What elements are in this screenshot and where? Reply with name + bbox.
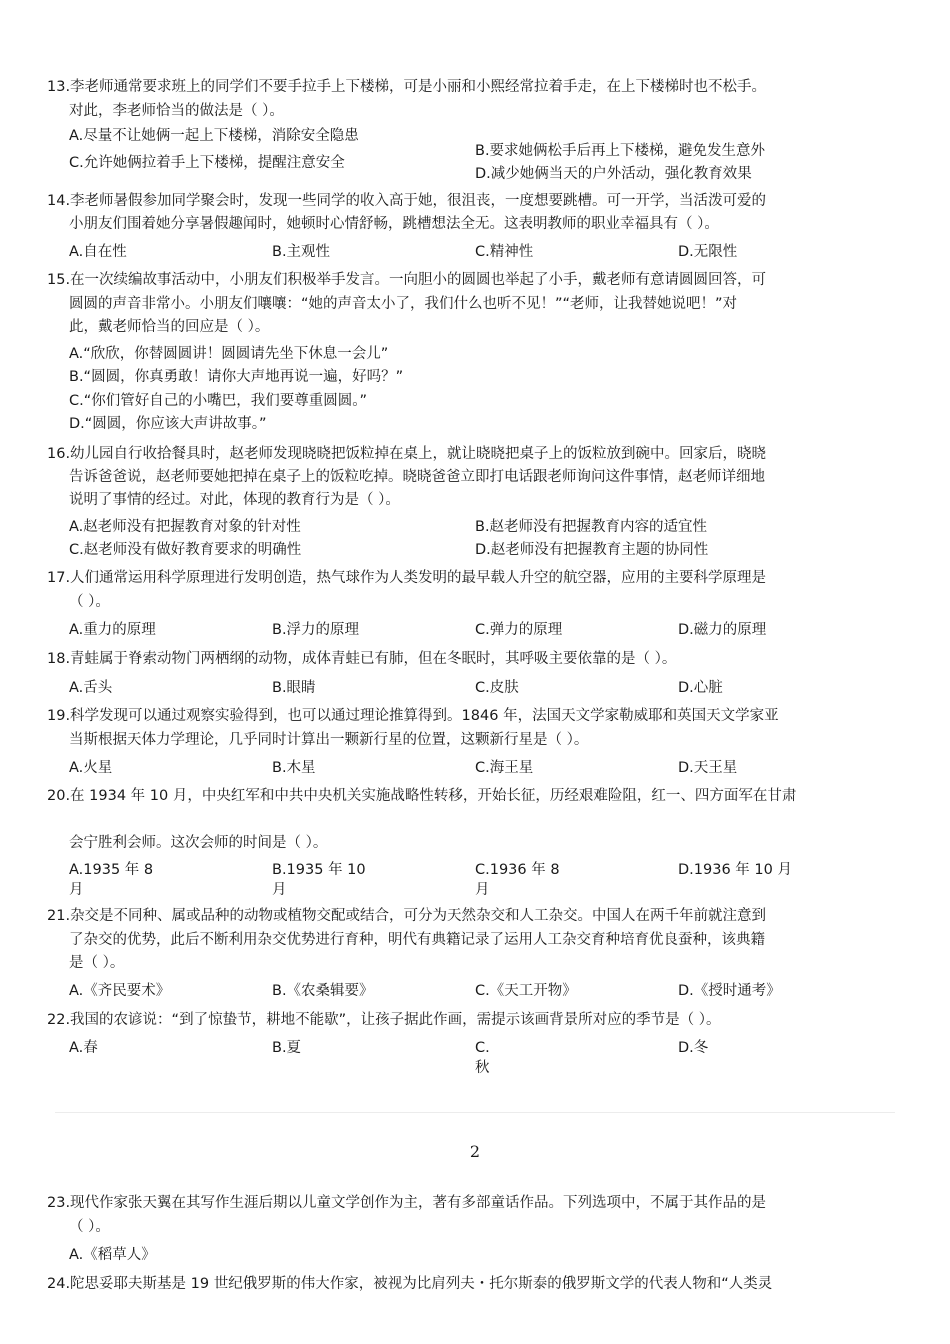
- page-number: 2: [469, 1142, 481, 1161]
- q17-option-c: C.弹力的原理: [475, 622, 563, 638]
- q19-option-c: C.海王星: [475, 760, 534, 776]
- q21-stem-line2: 了杂交的优势，此后不断利用杂交优势进行育种，明代有典籍记录了运用人工杂交育种培育优良蚕种，该典籍: [69, 932, 765, 948]
- q16-stem-line3: 说明了事情的经过。对此，体现的教育行为是（ ）。: [69, 492, 400, 508]
- q16-option-c: C.赵老师没有做好教育要求的明确性: [69, 542, 302, 558]
- q15-stem-line2: 圆圆的声音非常小。小朋友们嚷嚷：“她的声音太小了，我们什么也听不见！”“老师，让我替她说吧！”对: [69, 296, 738, 312]
- q16-option-b: B.赵老师没有把握教育内容的适宜性: [475, 519, 708, 535]
- q21-stem-line1: 21.杂交是不同种、属或品种的动物或植物交配或结合，可分为天然杂交和人工杂交。中国人在两千年前就注意到: [47, 908, 767, 924]
- q17-option-a: A.重力的原理: [69, 622, 156, 638]
- q20-option-d: D.1936 年 10 月: [678, 862, 792, 878]
- q13-option-a: A.尽量不让她俩一起上下楼梯，消除安全隐患: [69, 128, 359, 144]
- q17-option-b: B.浮力的原理: [272, 622, 360, 638]
- q20-option-c: C.1936 年 8 月: [475, 862, 560, 898]
- q15-stem-line1: 15.在一次续编故事活动中，小朋友们积极举手发言。一向胆小的圆圆也举起了小手，戴老师有意请圆圆回答，可: [47, 272, 767, 288]
- q23-stem-line2: （ ）。: [69, 1219, 110, 1235]
- q20-stem-line2: 会宁胜利会师。这次会师的时间是（ ）。: [69, 835, 328, 851]
- q20-option-a: A.1935 年 8 月: [69, 862, 154, 898]
- page-break-divider: [55, 1112, 895, 1113]
- q19-stem-line2: 当斯根据天体力学理论，几乎同时计算出一颗新行星的位置，这颗新行星是（ ）。: [69, 732, 589, 748]
- q23-option-a: A.《稻草人》: [69, 1247, 156, 1263]
- q24-stem-line1: 24.陀思妥耶夫斯基是 19 世纪俄罗斯的伟大作家，被视为比肩列夫・托尔斯泰的俄罗斯文学的代表人物和“人类灵: [47, 1276, 773, 1292]
- q16-option-a: A.赵老师没有把握教育对象的针对性: [69, 519, 301, 535]
- q15-option-c: C.“你们管好自己的小嘴巴，我们要尊重圆圆。”: [69, 393, 368, 409]
- q14-option-c: C.精神性: [475, 244, 534, 260]
- q17-stem-line2: （ ）。: [69, 594, 110, 610]
- q14-stem-line2: 小朋友们围着她分享暑假趣闻时，她顿时心情舒畅，跳槽想法全无。这表明教师的职业幸福具有（ ）。: [69, 216, 719, 232]
- q19-option-a: A.火星: [69, 760, 113, 776]
- q20-stem-line1: 20.在 1934 年 10 月，中央红军和中共中央机关实施战略性转移，开始长征，历经艰难险阻，红一、四方面军在甘肃: [47, 788, 797, 804]
- q21-option-c: C.《天工开物》: [475, 983, 577, 999]
- q18-option-a: A.舌头: [69, 680, 113, 696]
- q18-option-b: B.眼睛: [272, 680, 316, 696]
- q19-stem-line1: 19.科学发现可以通过观察实验得到，也可以通过理论推算得到。1846 年，法国天文学家勒威耶和英国天文学家亚: [47, 708, 779, 724]
- q22-option-d: D.冬: [678, 1040, 709, 1056]
- q21-option-d: D.《授时通考》: [678, 983, 781, 999]
- q16-option-d: D.赵老师没有把握教育主题的协同性: [475, 542, 709, 558]
- q16-stem-line1: 16.幼儿园自行收拾餐具时，赵老师发现晓晓把饭粒掉在桌上，就让晓晓把桌子上的饭粒放到碗中。回家后，晓晓: [47, 446, 767, 462]
- q15-stem-line3: 此，戴老师恰当的回应是（ ）。: [69, 319, 270, 335]
- q21-option-a: A.《齐民要术》: [69, 983, 171, 999]
- q17-stem-line1: 17.人们通常运用科学原理进行发明创造，热气球作为人类发明的最早载人升空的航空器，应用的主要科学原理是: [47, 570, 767, 586]
- q19-option-b: B.木星: [272, 760, 316, 776]
- q15-option-b: B.“圆圆，你真勇敢！请你大声地再说一遍，好吗？”: [69, 369, 404, 385]
- q22-stem-line1: 22.我国的农谚说：“到了惊蛰节，耕地不能歇”，让孩子据此作画，需提示该画背景所对应的季节是（ ）。: [47, 1012, 721, 1028]
- q14-stem-line1: 14.李老师暑假参加同学聚会时，发现一些同学的收入高于她，很沮丧，一度想要跳槽。可一开学，当活泼可爱的: [47, 193, 767, 209]
- q21-option-b: B.《农桑辑要》: [272, 983, 374, 999]
- q19-option-d: D.天王星: [678, 760, 738, 776]
- q18-option-d: D.心脏: [678, 680, 723, 696]
- q22-option-b: B.夏: [272, 1040, 302, 1056]
- q16-stem-line2: 告诉爸爸说，赵老师要她把掉在桌子上的饭粒吃掉。晓晓爸爸立即打电话跟老师询问这件事情，赵老师详细地: [69, 469, 765, 485]
- q18-stem-line1: 18.青蛙属于脊索动物门两栖纲的动物，成体青蛙已有肺，但在冬眠时，其呼吸主要依靠的是（ ）。: [47, 651, 677, 667]
- q23-stem-line1: 23.现代作家张天翼在其写作生涯后期以儿童文学创作为主，著有多部童话作品。下列选项中，不属于其作品的是: [47, 1195, 767, 1211]
- q13-option-b: B.要求她俩松手后再上下楼梯，避免发生意外: [475, 143, 766, 159]
- q15-option-d: D.“圆圆，你应该大声讲故事。”: [69, 416, 267, 432]
- q18-option-c: C.皮肤: [475, 680, 519, 696]
- q13-option-d: D.减少她俩当天的户外活动，强化教育效果: [475, 166, 752, 182]
- q20-option-b: B.1935 年 10 月: [272, 862, 366, 898]
- q13-stem-line1: 13.李老师通常要求班上的同学们不要手拉手上下楼梯，可是小丽和小熙经常拉着手走，在上下楼梯时也不松手。: [47, 79, 767, 95]
- q14-option-b: B.主观性: [272, 244, 331, 260]
- q17-option-d: D.磁力的原理: [678, 622, 767, 638]
- q15-option-a: A.“欣欣，你替圆圆讲！圆圆请先坐下休息一会儿”: [69, 346, 389, 362]
- q22-option-c: C. 秋: [475, 1040, 490, 1076]
- q14-option-a: A.自在性: [69, 244, 127, 260]
- q13-stem-line2: 对此，李老师恰当的做法是（ ）。: [69, 103, 284, 119]
- q22-option-a: A.春: [69, 1040, 98, 1056]
- q14-option-d: D.无限性: [678, 244, 738, 260]
- q21-stem-line3: 是（ ）。: [69, 955, 125, 971]
- q13-option-c: C.允许她俩拉着手上下楼梯，提醒注意安全: [69, 155, 345, 171]
